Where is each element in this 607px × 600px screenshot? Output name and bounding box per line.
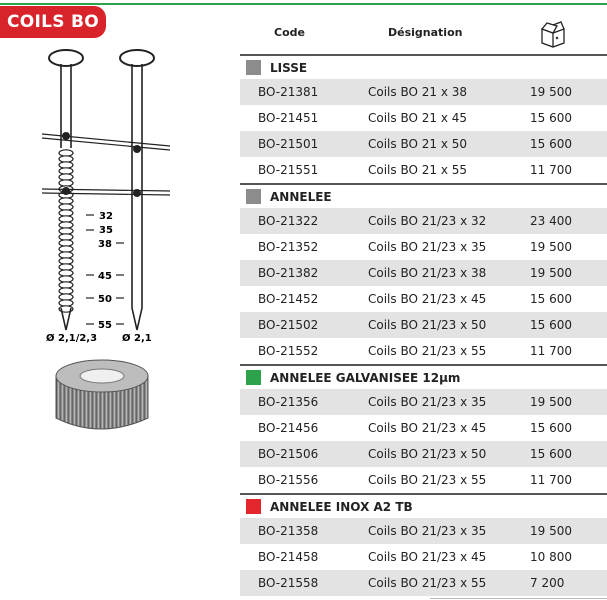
product-quantity: 19 500 (530, 85, 572, 99)
table-row (240, 570, 607, 596)
product-code: BO-21552 (258, 344, 319, 358)
product-designation: Coils BO 21 x 55 (368, 163, 468, 177)
product-designation: Coils BO 21 x 50 (368, 137, 468, 151)
table-row (240, 234, 607, 260)
page-title: COILS BO (6, 12, 100, 32)
product-designation: Coils BO 21 x 38 (368, 85, 468, 99)
product-quantity: 7 200 (530, 576, 565, 590)
top-accent-line (0, 3, 607, 5)
product-designation: Coils BO 21/23 x 50 (368, 447, 487, 461)
diameter-label-right: Ø 2,1 (122, 333, 152, 344)
product-designation: Coils BO 21/23 x 38 (368, 266, 487, 280)
nail-illustration (0, 38, 240, 478)
product-quantity: 15 600 (530, 111, 572, 125)
product-quantity: 10 800 (530, 550, 572, 564)
product-code: BO-21458 (258, 550, 319, 564)
nail-head-left (49, 50, 83, 66)
product-quantity: 19 500 (530, 395, 572, 409)
product-code: BO-21382 (258, 266, 319, 280)
nail-coil-image (56, 360, 148, 429)
length-label-50: 50 (98, 294, 112, 305)
column-header-designation: Désignation (388, 26, 463, 39)
product-quantity: 19 500 (530, 524, 572, 538)
product-quantity: 11 700 (530, 344, 572, 358)
product-designation: Coils BO 21/23 x 45 (368, 421, 487, 435)
product-code: BO-21551 (258, 163, 319, 177)
length-label-32: 32 (99, 211, 113, 222)
section-color-swatch (246, 499, 261, 514)
product-designation: Coils BO 21/23 x 35 (368, 524, 487, 538)
diameter-label-left: Ø 2,1/2,3 (46, 333, 98, 344)
product-code: BO-21456 (258, 421, 319, 435)
product-table (240, 14, 607, 596)
product-designation: Coils BO 21/23 x 55 (368, 576, 487, 590)
product-code: BO-21452 (258, 292, 319, 306)
table-row (240, 467, 607, 493)
product-code: BO-21352 (258, 240, 319, 254)
section-color-swatch (246, 60, 261, 75)
product-code: BO-21501 (258, 137, 319, 151)
product-designation: Coils BO 21 x 45 (368, 111, 468, 125)
length-label-55: 55 (98, 320, 112, 331)
product-designation: Coils BO 21/23 x 45 (368, 292, 487, 306)
section-header (240, 493, 607, 518)
product-quantity: 15 600 (530, 421, 572, 435)
product-designation: Coils BO 21/23 x 35 (368, 395, 487, 409)
nail-head-right (120, 50, 154, 66)
length-scale (86, 211, 124, 331)
product-quantity: 15 600 (530, 447, 572, 461)
length-label-38: 38 (98, 239, 112, 250)
section-color-swatch (246, 189, 261, 204)
product-code: BO-21358 (258, 524, 319, 538)
product-designation: Coils BO 21/23 x 32 (368, 214, 487, 228)
section-title: ANNELEE GALVANISEE 12µm (270, 370, 461, 385)
table-row (240, 131, 607, 157)
product-code: BO-21506 (258, 447, 319, 461)
product-quantity: 15 600 (530, 318, 572, 332)
product-designation: Coils BO 21/23 x 55 (368, 344, 487, 358)
table-row (240, 389, 607, 415)
product-code: BO-21451 (258, 111, 319, 125)
table-row (240, 544, 607, 570)
table-row (240, 338, 607, 364)
product-quantity: 19 500 (530, 266, 572, 280)
ringed-nail-shank (59, 64, 73, 330)
table-row (240, 157, 607, 183)
table-row (240, 105, 607, 131)
bottom-divider (430, 598, 607, 599)
product-quantity: 23 400 (530, 214, 572, 228)
title-badge (0, 6, 106, 38)
table-row (240, 441, 607, 467)
product-designation: Coils BO 21/23 x 55 (368, 473, 487, 487)
product-code: BO-21558 (258, 576, 319, 590)
product-designation: Coils BO 21/23 x 35 (368, 240, 487, 254)
table-row (240, 415, 607, 441)
product-code: BO-21502 (258, 318, 319, 332)
box-icon (539, 19, 567, 49)
product-quantity: 19 500 (530, 240, 572, 254)
product-quantity: 15 600 (530, 137, 572, 151)
length-label-35: 35 (99, 225, 113, 236)
table-header (240, 14, 607, 54)
table-row (240, 79, 607, 105)
section-color-swatch (246, 370, 261, 385)
column-header-code: Code (274, 26, 305, 39)
product-quantity: 15 600 (530, 292, 572, 306)
section-header (240, 364, 607, 389)
section-title: ANNELEE (270, 189, 332, 204)
product-code: BO-21356 (258, 395, 319, 409)
table-row (240, 208, 607, 234)
product-code: BO-21556 (258, 473, 319, 487)
product-quantity: 11 700 (530, 473, 572, 487)
length-label-45: 45 (98, 271, 112, 282)
product-quantity: 11 700 (530, 163, 572, 177)
table-row (240, 260, 607, 286)
table-body (240, 54, 607, 596)
section-title: ANNELEE INOX A2 TB (270, 499, 413, 514)
section-title: LISSE (270, 60, 308, 75)
table-row (240, 312, 607, 338)
product-code: BO-21381 (258, 85, 319, 99)
table-row (240, 286, 607, 312)
product-code: BO-21322 (258, 214, 319, 228)
product-designation: Coils BO 21/23 x 45 (368, 550, 487, 564)
product-designation: Coils BO 21/23 x 50 (368, 318, 487, 332)
table-row (240, 518, 607, 544)
section-header (240, 183, 607, 208)
section-header (240, 54, 607, 79)
